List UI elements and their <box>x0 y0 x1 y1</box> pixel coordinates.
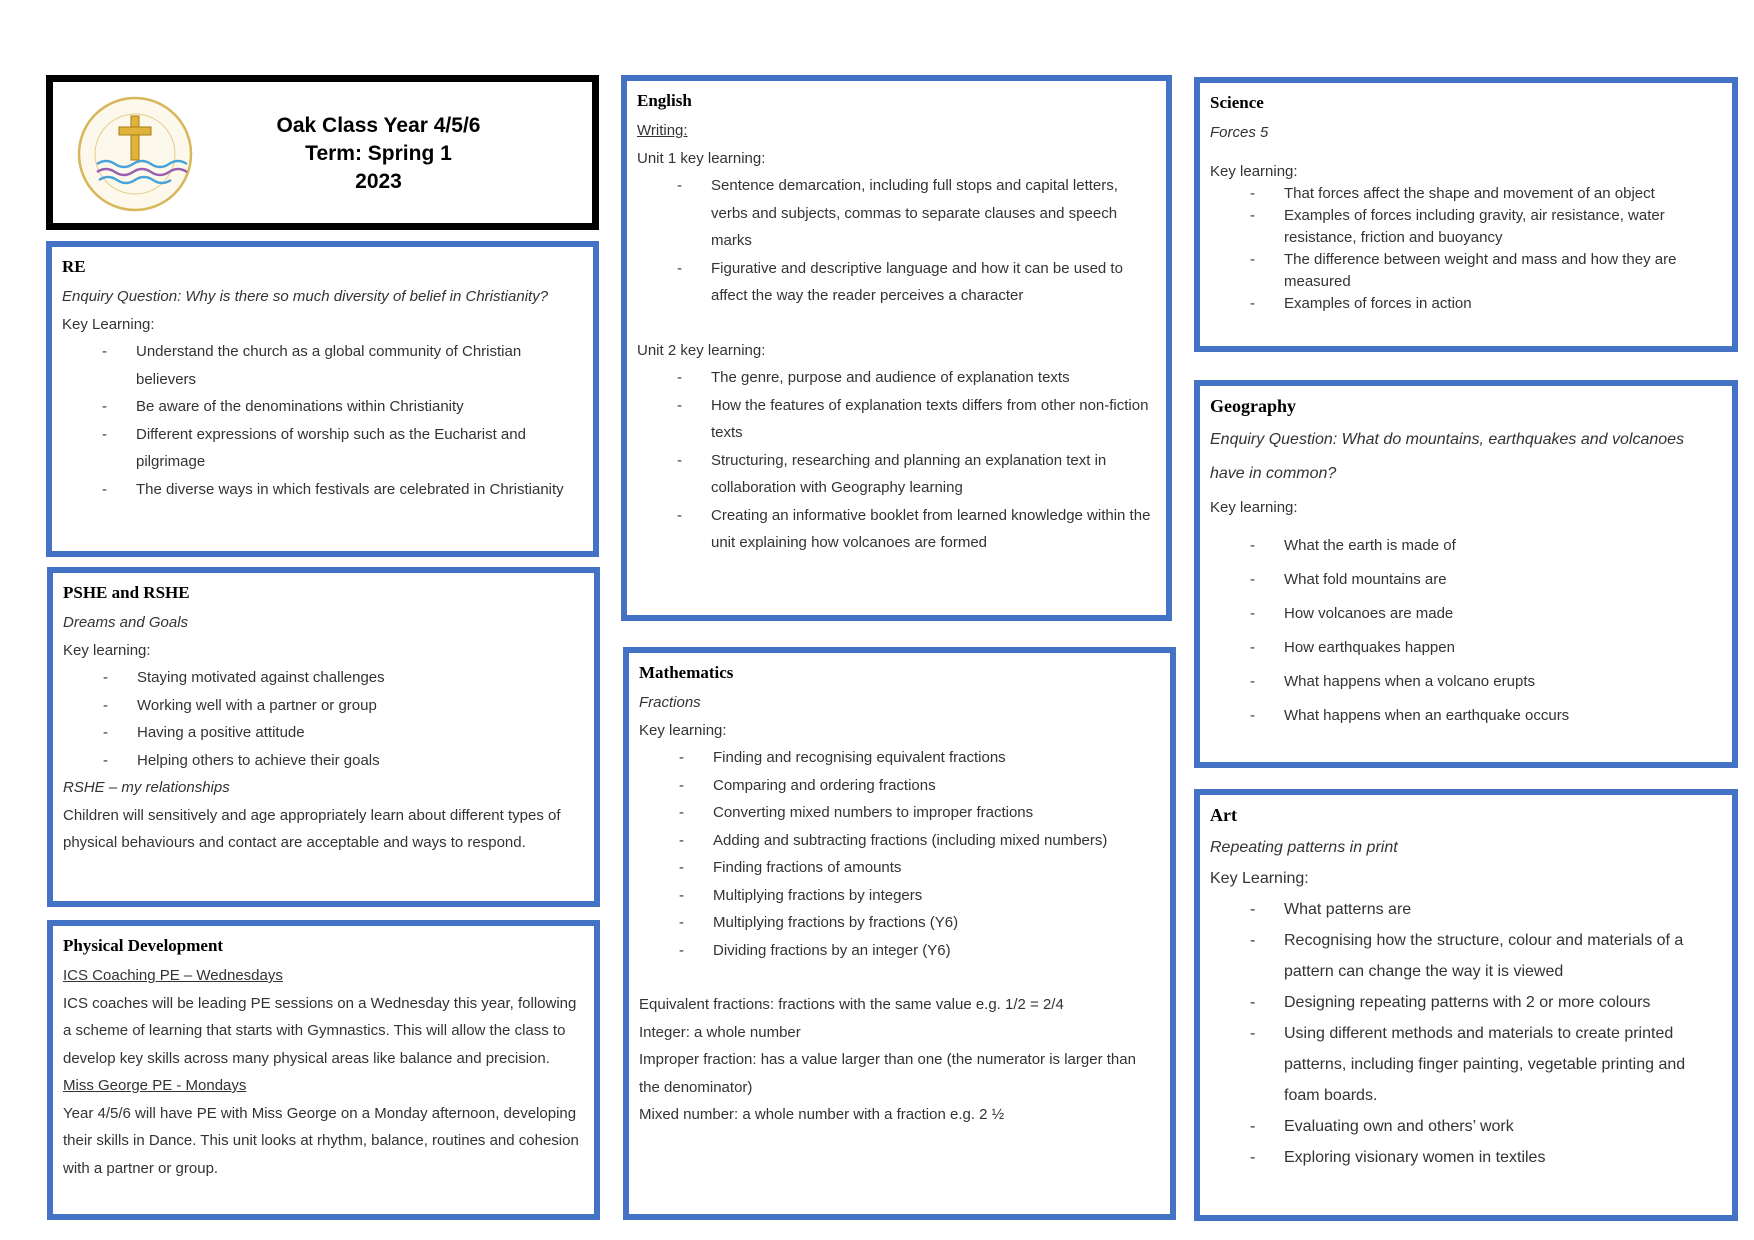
re-key-label: Key Learning: <box>62 315 155 333</box>
art-panel <box>1194 789 1738 1221</box>
english-writing-label: Writing: <box>637 122 688 139</box>
list-item: - The diverse ways in which festivals are celebrated in Christianity <box>102 476 573 504</box>
english-title: English <box>637 91 692 110</box>
re-panel <box>46 241 599 557</box>
list-item: - Evaluating own and others’ work <box>1250 1111 1716 1142</box>
geography-question: Enquiry Question: What do mountains, earthquakes and volcanoes have in common? <box>1210 431 1685 482</box>
maths-key-label: Key learning: <box>639 721 727 739</box>
english-panel <box>621 75 1172 621</box>
title-line-term: Term: Spring 1 <box>305 141 452 165</box>
list-item: - The genre, purpose and audience of explanation texts <box>677 364 1156 392</box>
pe-heading-ics: ICS Coaching PE – Wednesdays <box>63 967 283 984</box>
list-item: - That forces affect the shape and movement of an object <box>1250 183 1712 205</box>
maths-glossary-improper: Improper fraction: has a value larger than one (the numerator is larger than the denominator) <box>639 1051 1136 1096</box>
list-item: - Multiplying fractions by fractions (Y6) <box>679 909 1160 937</box>
art-key-label: Key Learning: <box>1210 870 1309 887</box>
list-item: - Be aware of the denominations within Christianity <box>102 393 573 421</box>
pshe-key-label: Key learning: <box>63 641 151 659</box>
list-item: - Examples of forces in action <box>1250 293 1712 315</box>
list-item: - Examples of forces including gravity, air resistance, water resistance, friction and buoyancy <box>1250 205 1712 249</box>
re-title: RE <box>62 257 86 276</box>
science-key-label: Key learning: <box>1210 162 1298 180</box>
list-item: - What patterns are <box>1250 894 1716 925</box>
science-panel <box>1194 77 1738 352</box>
list-item: - How the features of explanation texts differs from other non-fiction texts <box>677 392 1156 447</box>
english-unit1-list <box>637 172 1156 310</box>
maths-glossary-integer: Integer: a whole number <box>639 1023 801 1041</box>
list-item: - Structuring, researching and planning an explanation text in collaboration with Geography learning <box>677 447 1156 502</box>
art-list <box>1210 894 1722 1173</box>
science-subtitle: Forces 5 <box>1210 124 1269 141</box>
pshe-list <box>63 664 584 774</box>
list-item: - What happens when a volcano erupts <box>1250 665 1722 699</box>
list-item: - Sentence demarcation, including full stops and capital letters, verbs and subjects, commas to separate clauses and speech marks <box>677 172 1156 255</box>
science-title: Science <box>1210 93 1264 112</box>
maths-panel <box>623 647 1176 1220</box>
art-subtitle: Repeating patterns in print <box>1210 839 1398 856</box>
re-list <box>62 338 583 503</box>
list-item: - Figurative and descriptive language and how it can be used to affect the way the reader perceives a character <box>677 255 1156 310</box>
english-unit2-list <box>637 364 1156 557</box>
list-item: - Working well with a partner or group <box>103 692 584 720</box>
maths-list <box>639 744 1160 964</box>
list-item: - Understand the church as a global community of Christian believers <box>102 338 573 393</box>
pshe-subtitle: Dreams and Goals <box>63 614 189 631</box>
page-title <box>175 112 582 196</box>
maths-subtitle: Fractions <box>639 694 701 711</box>
list-item: - Adding and subtracting fractions (including mixed numbers) <box>679 827 1160 855</box>
list-item: - Finding fractions of amounts <box>679 854 1160 882</box>
rshe-label: RSHE – my relationships <box>63 779 230 796</box>
list-item: - Helping others to achieve their goals <box>103 747 584 775</box>
science-list <box>1210 183 1722 315</box>
title-panel <box>46 75 599 230</box>
art-title: Art <box>1210 805 1237 825</box>
geography-key-label: Key learning: <box>1210 499 1298 516</box>
list-item: - How earthquakes happen <box>1250 631 1722 665</box>
pe-panel <box>47 920 600 1220</box>
pe-heading-george: Miss George PE - Mondays <box>63 1077 247 1094</box>
maths-glossary-equivalent: Equivalent fractions: fractions with the same value e.g. 1/2 = 2/4 <box>639 996 1064 1013</box>
list-item: - Multiplying fractions by integers <box>679 882 1160 910</box>
rshe-text: Children will sensitively and age appropriately learn about different types of physical behaviours and contact are acceptable and ways to respond. <box>63 806 561 851</box>
list-item: - What fold mountains are <box>1250 563 1722 597</box>
list-item: - The difference between weight and mass and how they are measured <box>1250 249 1712 293</box>
list-item: - Finding and recognising equivalent fractions <box>679 744 1160 772</box>
list-item: - How volcanoes are made <box>1250 597 1722 631</box>
geography-panel <box>1194 380 1738 768</box>
english-unit2-label: Unit 2 key learning: <box>637 341 766 359</box>
list-item: - Designing repeating patterns with 2 or more colours <box>1250 987 1716 1018</box>
list-item: - Dividing fractions by an integer (Y6) <box>679 937 1160 965</box>
pe-title: Physical Development <box>63 936 224 955</box>
title-line-class: Oak Class Year 4/5/6 <box>276 113 481 137</box>
list-item: - What the earth is made of <box>1250 529 1722 563</box>
list-item: - Using different methods and materials to create printed patterns, including finger painting, vegetable printing and foam boards. <box>1250 1018 1716 1111</box>
geography-title: Geography <box>1210 396 1297 416</box>
pe-text-ics: ICS coaches will be leading PE sessions on a Wednesday this year, following a scheme of learning that starts with Gymnastics. This will allow the class to develop key skills across many physical areas like balance and precision. <box>63 994 577 1067</box>
pshe-title: PSHE and RSHE <box>63 583 190 602</box>
list-item: - Different expressions of worship such as the Eucharist and pilgrimage <box>102 421 573 476</box>
title-line-year: 2023 <box>355 169 402 193</box>
maths-glossary-mixed: Mixed number: a whole number with a fraction e.g. 2 ½ <box>639 1106 1005 1123</box>
list-item: - Staying motivated against challenges <box>103 664 584 692</box>
re-question: Enquiry Question: Why is there so much diversity of belief in Christianity? <box>62 288 549 305</box>
pe-text-george: Year 4/5/6 will have PE with Miss George on a Monday afternoon, developing their skills in Dance. This unit looks at rhythm, balance, routines and cohesion with a partner or group. <box>63 1104 579 1177</box>
list-item: - Exploring visionary women in textiles <box>1250 1142 1716 1173</box>
list-item: - Having a positive attitude <box>103 719 584 747</box>
list-item: - What happens when an earthquake occurs <box>1250 699 1722 733</box>
pshe-panel <box>47 567 600 907</box>
geography-list <box>1210 525 1722 733</box>
list-item: - Comparing and ordering fractions <box>679 772 1160 800</box>
english-unit1-label: Unit 1 key learning: <box>637 149 766 167</box>
list-item: - Converting mixed numbers to improper fractions <box>679 799 1160 827</box>
list-item: - Recognising how the structure, colour and materials of a pattern can change the way it is viewed <box>1250 925 1716 987</box>
list-item: - Creating an informative booklet from learned knowledge within the unit explaining how volcanoes are formed <box>677 502 1156 557</box>
maths-title: Mathematics <box>639 663 734 682</box>
